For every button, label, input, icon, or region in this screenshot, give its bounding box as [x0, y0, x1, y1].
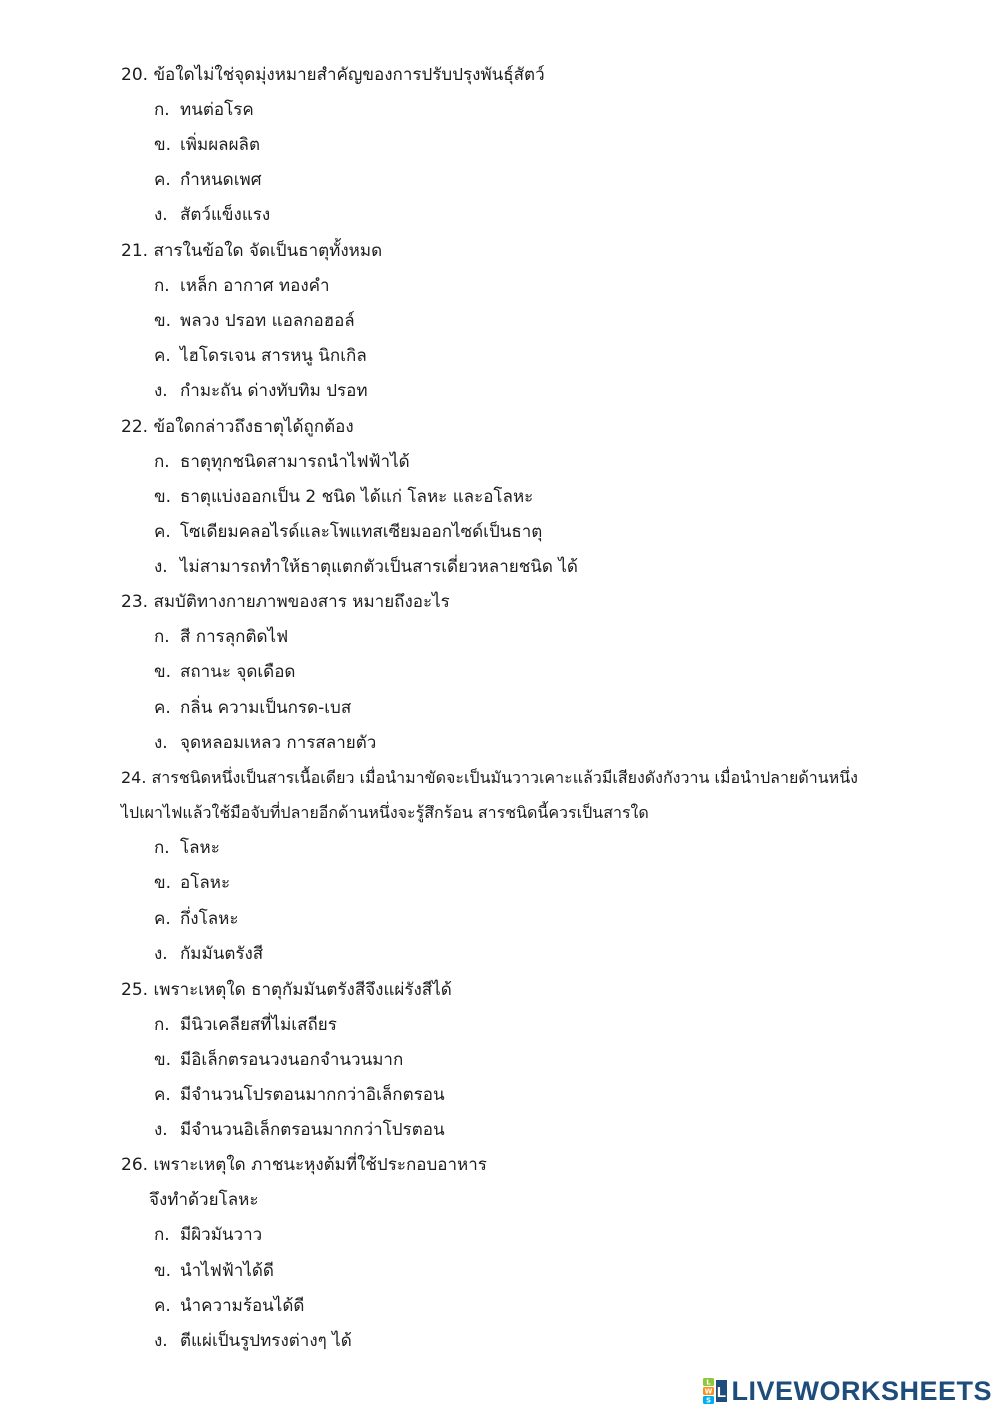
option-label: ง.: [154, 205, 168, 225]
option-text: มีนิวเคลียสที่ไม่เสถียร: [180, 1015, 337, 1035]
liveworksheets-brand[interactable]: [703, 1375, 992, 1407]
option-label: ข.: [154, 1050, 172, 1070]
option-text: ตีแผ่เป็นรูปทรงต่างๆ ได้: [180, 1331, 352, 1351]
option-label: ข.: [154, 1261, 172, 1281]
option-text: ไฮโดรเจน สารหนู นิกเกิล: [180, 346, 367, 366]
option-text: กลิ่น ความเป็นกรด-เบส: [180, 698, 352, 718]
option-text: กำมะถัน ด่างทับทิม ปรอท: [180, 381, 368, 401]
option-text: เหล็ก อากาศ ทองคำ: [180, 276, 330, 296]
svg-text:L: L: [717, 1384, 727, 1401]
option-25-d: [154, 1119, 445, 1141]
option-24-c: [154, 908, 238, 930]
option-label: ค.: [154, 1085, 171, 1105]
option-22-c: [154, 521, 542, 543]
option-text: สัตว์แข็งแรง: [180, 205, 271, 225]
question-22: 22. ข้อใดกล่าวถึงธาตุได้ถูกต้อง: [121, 417, 354, 437]
option-text: มีจำนวนอิเล็กตรอนมากกว่าโปรตอน: [180, 1120, 445, 1140]
option-26-d: [154, 1330, 352, 1352]
option-text: โซเดียมคลอไรด์และโพแทสเซียมออกไซด์เป็นธาตุ: [180, 522, 543, 542]
option-26-c: [154, 1295, 304, 1317]
option-26-a: [154, 1224, 262, 1246]
option-text: ธาตุแบ่งออกเป็น 2 ชนิด ได้แก่ โลหะ และอโลหะ: [180, 487, 534, 507]
option-text: มีจำนวนโปรตอนมากกว่าอิเล็กตรอน: [180, 1085, 445, 1105]
option-22-b: [154, 486, 533, 508]
option-label: ง.: [154, 733, 168, 753]
option-23-d: [154, 732, 376, 754]
option-text: นำความร้อนได้ดี: [180, 1296, 305, 1316]
question-26-continuation: จึงทำด้วยโลหะ: [149, 1190, 259, 1210]
option-label: ค.: [154, 522, 171, 542]
option-label: ง.: [154, 944, 168, 964]
option-label: ข.: [154, 311, 172, 331]
option-text: มีผิวมันวาว: [180, 1225, 263, 1245]
option-text: โลหะ: [180, 838, 220, 858]
option-label: ข.: [154, 662, 172, 682]
option-label: ค.: [154, 909, 171, 929]
option-label: ก.: [154, 1015, 170, 1035]
option-text: ทนต่อโรค: [180, 100, 254, 120]
option-20-a: [154, 99, 254, 121]
option-text: กึ่งโลหะ: [180, 909, 239, 929]
option-text: นำไฟฟ้าได้ดี: [180, 1261, 274, 1281]
question-25: 25. เพราะเหตุใด ธาตุกัมมันตรังสีจึงแผ่รังสีได้: [121, 980, 452, 1000]
svg-text:W: W: [705, 1387, 713, 1396]
option-label: ค.: [154, 346, 171, 366]
option-text: สถานะ จุดเดือด: [180, 662, 296, 682]
option-label: ง.: [154, 1331, 168, 1351]
option-label: ข.: [154, 487, 172, 507]
option-21-d: [154, 380, 368, 402]
svg-text:S: S: [706, 1396, 712, 1404]
option-label: ง.: [154, 1120, 168, 1140]
option-label: ข.: [154, 135, 172, 155]
option-label: ค.: [154, 1296, 171, 1316]
option-label: ข.: [154, 873, 172, 893]
question-23: 23. สมบัติทางกายภาพของสาร หมายถึงอะไร: [121, 592, 450, 612]
option-label: ค.: [154, 698, 171, 718]
option-label: ก.: [154, 838, 170, 858]
option-text: ไม่สามารถทำให้ธาตุแตกตัวเป็นสารเดี่ยวหลายชนิด ได้: [180, 557, 578, 577]
option-text: สี การลุกติดไฟ: [180, 627, 289, 647]
option-23-c: [154, 697, 351, 719]
option-label: ก.: [154, 452, 170, 472]
option-25-a: [154, 1014, 337, 1036]
question-24-continuation: ไปเผาไฟแล้วใช้มือจับที่ปลายอีกด้านหนึ่งจะรู้สึกร้อน สารชนิดนี้ควรเป็นสารใด: [121, 803, 649, 822]
option-24-b: [154, 872, 230, 894]
option-20-b: [154, 134, 260, 156]
option-text: อโลหะ: [180, 873, 231, 893]
option-text: มีอิเล็กตรอนวงนอกจำนวนมาก: [180, 1050, 404, 1070]
option-26-b: [154, 1260, 274, 1282]
option-label: ง.: [154, 557, 168, 577]
option-label: ก.: [154, 1225, 170, 1245]
option-20-c: [154, 169, 262, 191]
option-21-a: [154, 275, 330, 297]
option-text: พลวง ปรอท แอลกอฮอล์: [180, 311, 355, 331]
option-24-a: [154, 837, 220, 859]
option-label: ค.: [154, 170, 171, 190]
option-21-c: [154, 345, 367, 367]
option-24-d: [154, 943, 263, 965]
option-text: กัมมันตรังสี: [180, 944, 264, 964]
option-label: ก.: [154, 100, 170, 120]
option-25-c: [154, 1084, 445, 1106]
question-26: 26. เพราะเหตุใด ภาชนะหุงต้มที่ใช้ประกอบอาหาร: [121, 1155, 487, 1175]
option-label: ก.: [154, 276, 170, 296]
option-text: ธาตุทุกชนิดสามารถนำไฟฟ้าได้: [180, 452, 410, 472]
option-22-d: [154, 556, 578, 578]
option-21-b: [154, 310, 355, 332]
option-label: ง.: [154, 381, 168, 401]
option-text: กำหนดเพศ: [180, 170, 262, 190]
question-20: 20. ข้อใดไม่ใช่จุดมุ่งหมายสำคัญของการปรับปรุงพันธุ์สัตว์: [121, 65, 545, 85]
liveworksheets-logo-icon: [703, 1378, 727, 1404]
option-23-a: [154, 626, 288, 648]
svg-text:L: L: [706, 1378, 712, 1387]
option-label: ก.: [154, 627, 170, 647]
brand-text: LIVEWORKSHEETS: [731, 1375, 992, 1406]
option-text: เพิ่มผลผลิต: [180, 135, 261, 155]
option-20-d: [154, 204, 270, 226]
option-22-a: [154, 451, 410, 473]
option-23-b: [154, 661, 295, 683]
question-21: 21. สารในข้อใด จัดเป็นธาตุทั้งหมด: [121, 241, 383, 261]
question-24: 24. สารชนิดหนึ่งเป็นสารเนื้อเดียว เมื่อนำมาขัดจะเป็นมันวาวเคาะแล้วมีเสียงดังกังวาน เมื่อนำปลายด้านหนึ่ง: [121, 768, 858, 787]
option-text: จุดหลอมเหลว การสลายตัว: [180, 733, 377, 753]
option-25-b: [154, 1049, 403, 1071]
